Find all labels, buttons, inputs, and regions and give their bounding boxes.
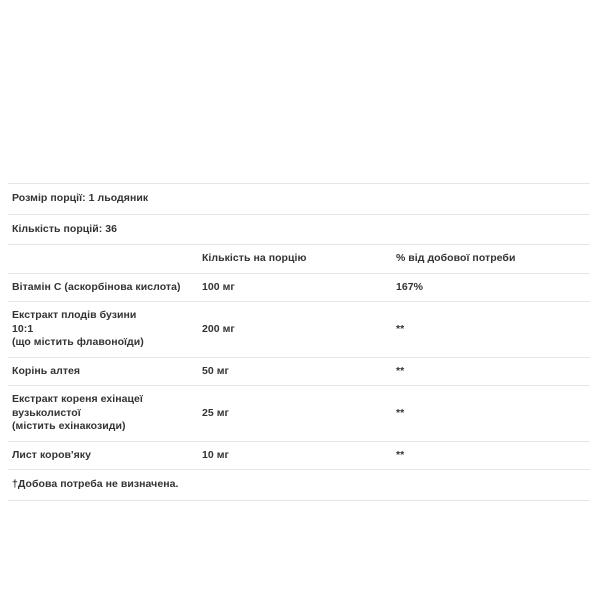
- nutrient-amount-cell: 200 мг: [201, 322, 235, 335]
- table-header-row: [8, 245, 590, 274]
- nutrient-name-line: Лист коров'яку: [12, 448, 91, 461]
- table-row: [8, 441, 590, 470]
- serving-size-row: [8, 184, 590, 215]
- daily-value-footnote: †Добова потреба не визначена.: [12, 478, 179, 490]
- nutrient-daily-value-cell: **: [395, 322, 405, 335]
- nutrient-name-line: Корінь алтея: [12, 364, 81, 377]
- nutrient-name-line: Екстракт кореня ехінацеї вузьколистої: [12, 393, 143, 419]
- nutrient-daily-value-cell: 167%: [395, 280, 423, 293]
- nutrient-name-line: Вітамін C (аскорбінова кислота): [12, 280, 181, 293]
- nutrient-name-cell: [8, 302, 202, 358]
- header-amount-per-serving: Кількість на порцію: [201, 252, 307, 264]
- servings-per-container-text: Кількість порцій: 36: [12, 222, 118, 235]
- nutrient-name-cell: [8, 386, 202, 442]
- nutrient-name-line: (що містить флавоноїди): [12, 336, 144, 348]
- footnote-row: [8, 470, 590, 501]
- table-row: [8, 302, 590, 358]
- table-row: [8, 273, 590, 302]
- nutrient-daily-value-cell: **: [395, 448, 405, 461]
- header-percent-daily-value: % від добової потреби: [395, 252, 516, 264]
- header-nutrient-name: [8, 245, 202, 274]
- table-row: [8, 357, 590, 386]
- serving-size-text: Розмір порції: 1 льодяник: [12, 192, 149, 204]
- supplement-facts-table: [8, 183, 590, 501]
- nutrient-amount-cell: 10 мг: [201, 448, 229, 461]
- servings-per-container-row: [8, 214, 590, 245]
- nutrient-name-cell: [8, 357, 202, 386]
- nutrient-daily-value-cell: **: [395, 406, 405, 419]
- nutrient-daily-value-cell: **: [395, 364, 405, 377]
- nutrient-amount-cell: 50 мг: [201, 364, 229, 377]
- nutrient-name-line: 10:1: [12, 322, 34, 335]
- nutrient-name-line: (містить ехінакозиди): [12, 420, 126, 432]
- nutrient-name-cell: [8, 441, 202, 470]
- nutrient-name-line: Екстракт плодів бузини: [12, 309, 137, 321]
- nutrient-name-cell: [8, 273, 202, 302]
- nutrient-amount-cell: 100 мг: [201, 280, 235, 293]
- nutrient-amount-cell: 25 мг: [201, 406, 229, 419]
- table-row: [8, 386, 590, 442]
- table-body: [8, 184, 590, 501]
